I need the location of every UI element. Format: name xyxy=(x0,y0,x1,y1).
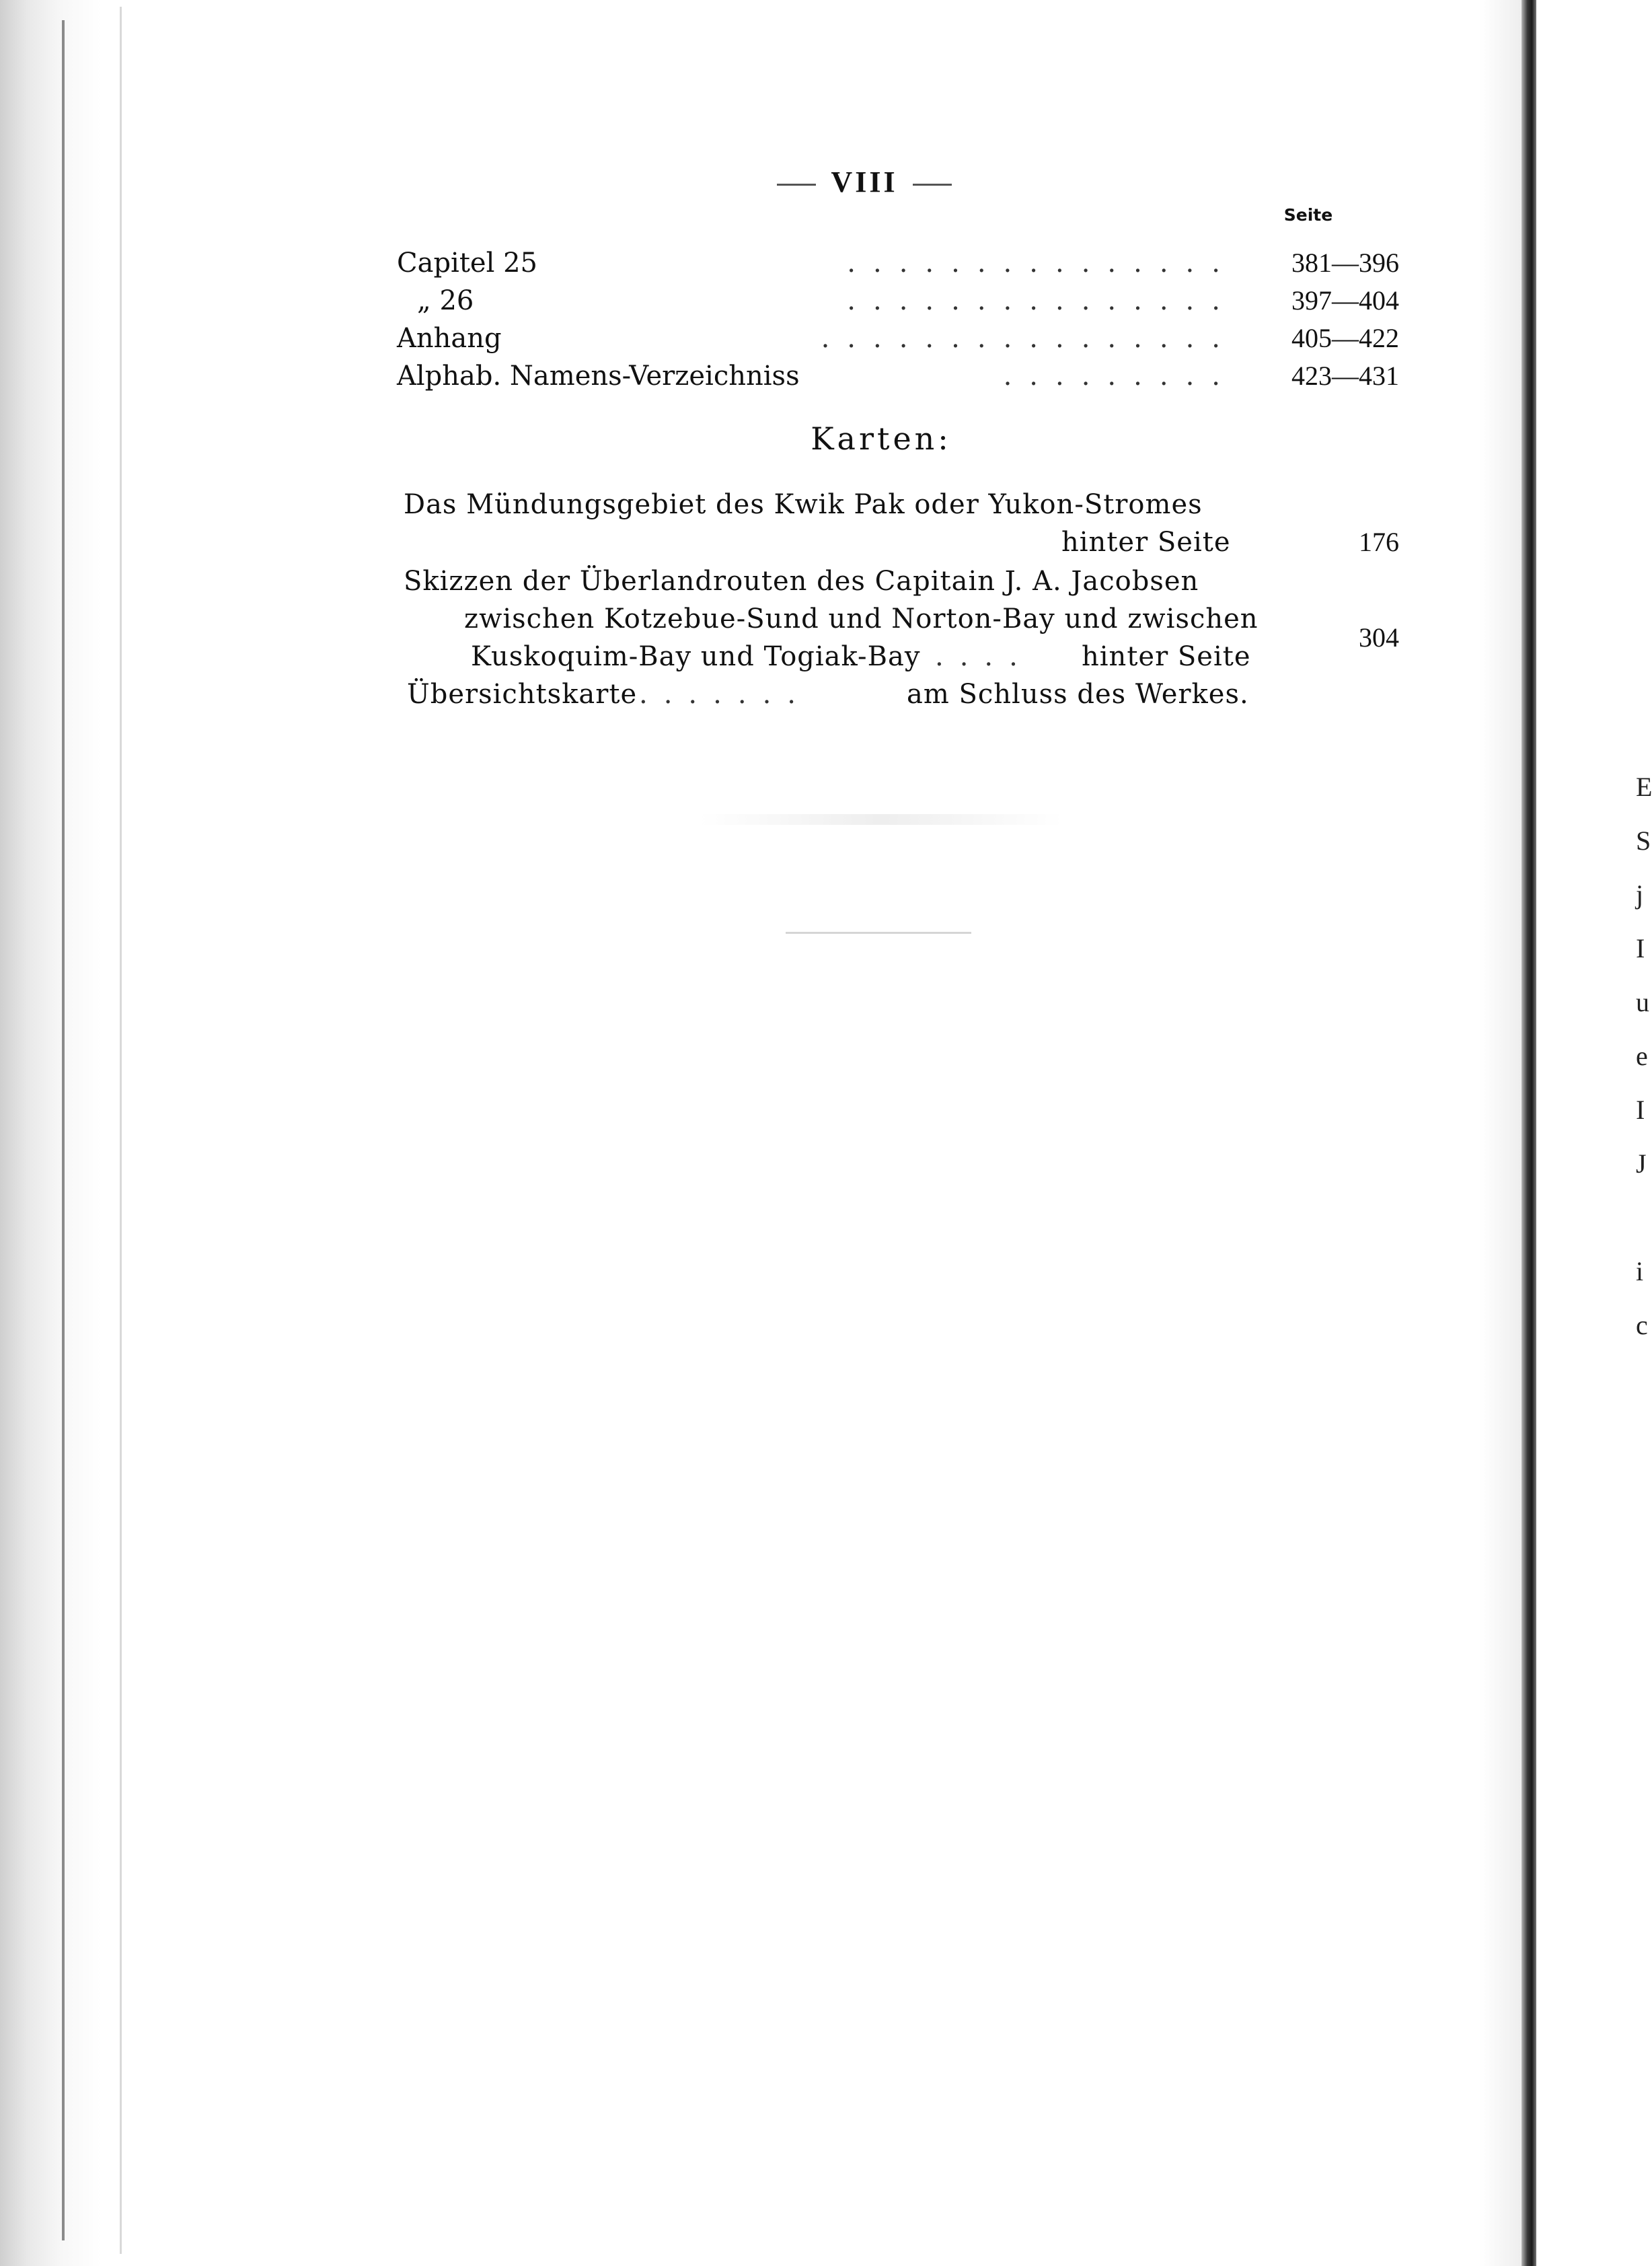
toc-label: Alphab. Namens-Verzeichniss xyxy=(397,357,806,396)
page-number: VIII xyxy=(831,166,898,198)
map-entry-line: Das Mündungsgebiet des Kwik Pak oder Yukon-Stromes xyxy=(404,489,1203,520)
toc-row xyxy=(397,319,1399,358)
gutter-shadow xyxy=(1480,0,1522,2266)
map-entry-line: am Schluss des Werkes. xyxy=(907,679,1249,710)
karten-heading: Karten: xyxy=(811,421,952,457)
map-page-number: 304 xyxy=(1359,622,1399,653)
map-entry-line: Kuskoquim-Bay und Togiak-Bay xyxy=(471,641,921,672)
dot-leader: ....... xyxy=(639,679,813,710)
map-entry-line: hinter Seite xyxy=(1082,641,1251,672)
toc-pages: 405—422 xyxy=(1291,323,1399,353)
header-dash-right xyxy=(913,184,952,186)
toc-label: Capitel 25 xyxy=(397,244,544,283)
map-entry-line: Übersichtskarte xyxy=(407,679,638,710)
seite-column-heading: Seite xyxy=(1283,205,1333,225)
toc-row xyxy=(397,357,1399,396)
dot-leader: ......... xyxy=(1003,361,1238,392)
section-divider xyxy=(786,932,971,934)
scan-edge-line xyxy=(62,20,65,2240)
book-gutter xyxy=(1522,0,1536,2266)
toc-pages: 397—404 xyxy=(1291,285,1399,316)
toc-pages: 381—396 xyxy=(1291,248,1399,278)
toc-row xyxy=(397,244,1399,283)
toc-row xyxy=(397,281,1399,320)
toc-label: „ 26 xyxy=(417,281,480,320)
toc-label: Anhang xyxy=(397,319,509,358)
page-header xyxy=(753,165,975,199)
toc-pages: 423—431 xyxy=(1291,361,1399,391)
neighbor-page xyxy=(1536,0,1649,2266)
page-edge-line xyxy=(120,7,122,2254)
map-entry-line: zwischen Kotzebue-Sund und Norton-Bay und zwischen xyxy=(464,604,1259,634)
header-dash-left xyxy=(777,184,816,186)
map-entry-line: hinter Seite xyxy=(1061,527,1231,558)
dot-leader: ................ xyxy=(821,323,1238,354)
dot-leader: ............... xyxy=(847,248,1238,279)
scan-left-edge xyxy=(0,0,101,2266)
dot-leader: ............... xyxy=(847,285,1238,316)
map-entry-line: Skizzen der Überlandrouten des Capitain J. A. Jacobsen xyxy=(404,566,1199,597)
dot-leader: .... xyxy=(935,641,1034,672)
neighbor-page-text: E S j I u e I J i c xyxy=(1636,772,1652,1340)
map-page-number: 176 xyxy=(1359,527,1399,557)
bleed-through-smudge xyxy=(700,814,1063,825)
